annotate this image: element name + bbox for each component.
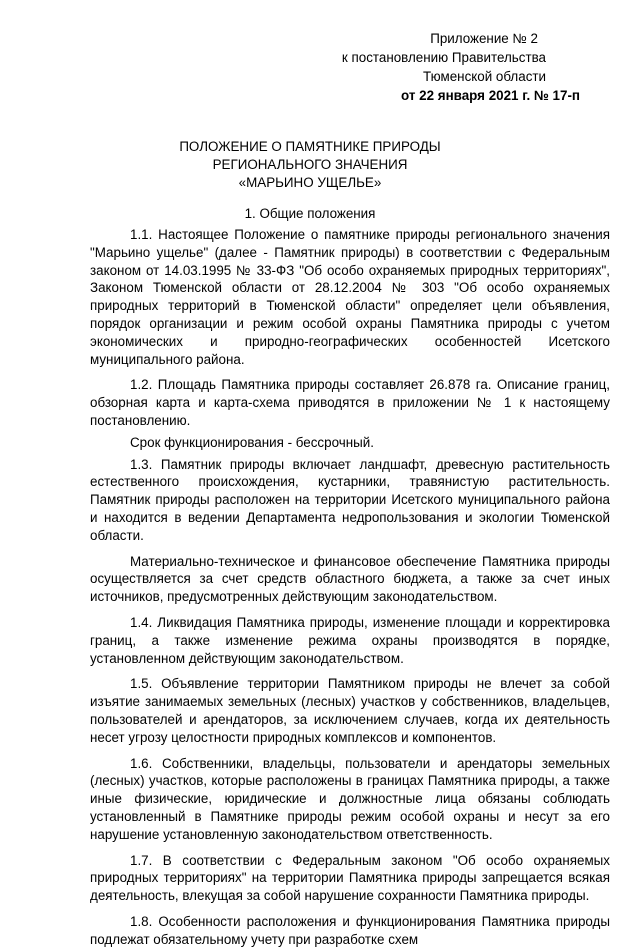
title-line: ПОЛОЖЕНИЕ О ПАМЯТНИКЕ ПРИРОДЫ [179,139,441,154]
annex-title: Приложение № 2 [430,31,538,46]
paragraph-duration: Срок функционирования - бессрочный. [130,434,374,450]
paragraph-funding: Материально-техническое и финансовое обеспечение Памятника природы осуществляется за счет средств областного бюджета, а также за счет иных источников, предусмотренных действующим законодательством. [90,553,610,605]
title-line: «МАРЬИНО УЩЕЛЬЕ» [238,175,382,190]
annex-date: от 22 января 2021 г. № 17-п [401,88,580,103]
annex-region-line: Тюменской области [423,69,546,84]
paragraph-1-5: 1.5. Объявление территории Памятником природы не влечет за собой изъятие занимаемых земельных (лесных) участков у собственников, владельцев, пользователей и арендаторов, за исключением случаев, когда их деятельность несет угрозу целостности природных комплексов и компонентов. [90,676,610,745]
paragraph-1-3: 1.3. Памятник природы включает ландшафт, древесную растительность естественного происхождения, кустарники, травянистую растительность. Памятник природы расположен на территории Исетского муниципального района и находится в ведении Департамента недропользования и экологии Тюменской области. [90,456,610,543]
paragraph-1-7: 1.7. В соответствии с Федеральным законом "Об особо охраняемых природных территориях" на территории Памятника природы запрещается всякая деятельность, влекущая за собой нарушение сохранности Памятника природы. [90,852,610,904]
title-line: РЕГИОНАЛЬНОГО ЗНАЧЕНИЯ [212,157,408,172]
annex-header [322,29,582,105]
paragraph-1-1: 1.1. Настоящее Положение о памятнике природы регионального значения "Марьино ущелье" (далее - Памятник природы) в соответствии с Федеральным законом от 14.03.1995 № 33-ФЗ "Об особо охраняемых природных территориях", Законом Тюменской области от 28.12.2004 № 303 "Об особо охраняемых природных территорий в Тюменской области" определяет цели объявления, порядок организации и режим особой охраны Памятника природы с учетом экономических и природно-географических особенностей Исетского муниципального района. [90,227,610,367]
paragraph-1-6: 1.6. Собственники, владельцы, пользователи и арендаторы земельных (лесных) участков, которые расположены в границах Памятника природы, а также иные физические, юридические и должностные лица обязаны соблюдать установленный в Памятнике природы режим особой охраны и несут за его нарушение установленную законодательством ответственность. [90,755,610,842]
document-body [90,226,610,948]
paragraph-1-4: 1.4. Ликвидация Памятника природы, изменение площади и корректировка границ, а также изменение режима охраны производятся в порядке, установленном действующим законодательством. [90,614,610,666]
section-heading: 1. Общие положения [244,206,376,221]
document-title [90,138,530,192]
paragraph-1-8: 1.8. Особенности расположения и функционирования Памятника природы подлежат обязательному учету при разработке схем [90,913,610,947]
annex-decree-line: к постановлению Правительства [341,50,546,65]
paragraph-1-2: 1.2. Площадь Памятника природы составляет 26.878 га. Описание границ, обзорная карта и карта-схема приводятся в приложении № 1 к настоящему постановлению. [90,377,610,428]
